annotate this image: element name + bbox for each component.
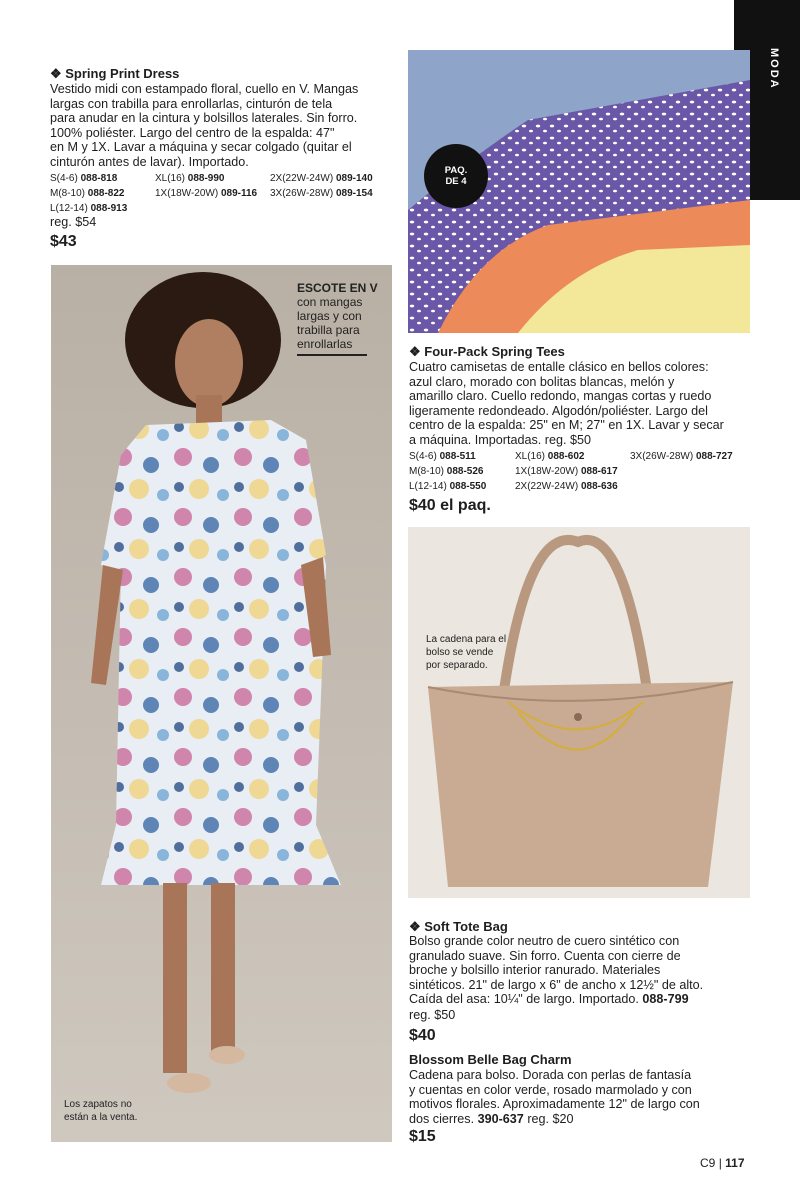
desc-line [409, 1112, 754, 1127]
size-label: S(4-6) [409, 451, 437, 462]
size-label: L(12-14) [409, 481, 447, 492]
charm-description [409, 1068, 754, 1126]
desc-line: 100% poliéster. Largo del centro de la espalda: 47" [50, 125, 335, 140]
callout-line: trabilla para [297, 323, 360, 337]
desc-line: motivos florales. Aproximadamente 12" de largo con [409, 1097, 700, 1112]
tote-title: ❖ Soft Tote Bag [409, 919, 508, 934]
desc-line: ligeramente redondeado. Algodón/poliéster. Largo del [409, 403, 708, 418]
desc-line: centro de la espalda: 25" en M; 27" en 1X. Lavar y secar [409, 418, 724, 433]
size-label: S(4-6) [50, 173, 78, 184]
item-code: 088-727 [695, 451, 733, 462]
item-code: 390-637 [477, 1111, 524, 1126]
item-code: 088-602 [547, 451, 585, 462]
desc-line: cinturón antes de lavar). Importado. [50, 154, 249, 169]
item-code: 088-526 [446, 466, 484, 477]
footer-separator: | [718, 1156, 722, 1170]
item-code: 089-154 [335, 188, 373, 199]
desc-line: a máquina. Importadas. reg. $50 [409, 432, 592, 447]
dress-sale-price: $43 [50, 233, 77, 250]
item-code: 089-140 [335, 173, 373, 184]
dress-photo [51, 265, 392, 1142]
item-code: 088-913 [90, 203, 128, 214]
desc-line: y cuentas en color verde, rosado marmolado y con [409, 1082, 692, 1097]
callout-line: ESCOTE EN V [297, 281, 378, 295]
item-code: 088-636 [580, 481, 618, 492]
desc-text: Caída del asa: 10¼" de largo. Importado. [409, 992, 639, 1007]
size-label: 1X(18W-20W) [155, 188, 219, 199]
callout-line: enrollarlas [297, 337, 353, 351]
item-code: 088-990 [187, 173, 225, 184]
item-code: 088-511 [439, 451, 476, 462]
section-tab-label: MODA [768, 48, 780, 90]
dress-description [50, 82, 395, 170]
page-number: 117 [725, 1156, 745, 1170]
item-code: 088-799 [642, 992, 689, 1007]
desc-line [409, 992, 754, 1007]
chain-note [426, 633, 526, 672]
size-label: 1X(18W-20W) [515, 466, 579, 477]
size-label: M(8-10) [409, 466, 445, 477]
note-line: están a la venta. [64, 1112, 138, 1123]
desc-line: Cadena para bolso. Dorada con perlas de fantasía [409, 1068, 692, 1082]
dress-regular-price: reg. $54 [50, 215, 97, 229]
tees-description [409, 360, 754, 448]
item-code: 088-822 [87, 188, 125, 199]
callout-line: largas y con [297, 309, 362, 323]
badge-line: DE 4 [445, 176, 467, 187]
size-label: 3X(26W-28W) [630, 451, 694, 462]
size-label: M(8-10) [50, 188, 86, 199]
desc-line: Vestido midi con estampado floral, cuello en V. Mangas [50, 82, 359, 96]
desc-line: Bolso grande color neutro de cuero sintético con [409, 934, 680, 948]
size-label: XL(16) [515, 451, 546, 462]
item-code: 088-550 [449, 481, 487, 492]
charm-sale-price: $15 [409, 1128, 436, 1145]
size-label: L(12-14) [50, 203, 88, 214]
pack-badge [424, 144, 488, 208]
item-code: 088-617 [580, 466, 618, 477]
note-line: Los zapatos no [64, 1099, 132, 1110]
tote-regular-price: reg. $50 [409, 1008, 456, 1022]
callout-line: con mangas [297, 295, 363, 309]
size-label: 2X(22W-24W) [270, 173, 334, 184]
item-code: 089-116 [220, 188, 258, 199]
note-line: La cadena para el [426, 634, 507, 645]
tees-title: ❖ Four-Pack Spring Tees [409, 344, 565, 359]
desc-line: para anudar en la cintura y bolsillos laterales. Sin forro. [50, 111, 358, 126]
badge-line: PAQ. [444, 165, 468, 176]
section-code: C9 [700, 1156, 716, 1170]
size-label: 3X(26W-28W) [270, 188, 334, 199]
desc-line: azul claro, morado con bolitas blancas, melón y [409, 374, 675, 389]
desc-line: granulado suave. Sin forro. Cuenta con cierre de [409, 948, 681, 963]
v-neck-callout [297, 281, 382, 351]
shoes-note [64, 1098, 154, 1124]
charm-regular-price: reg. $20 [527, 1111, 574, 1126]
note-line: bolso se vende [426, 647, 494, 658]
page-footer [700, 1156, 745, 1170]
desc-line: Cuatro camisetas de entalle clásico en bellos colores: [409, 360, 709, 374]
desc-line: largas con trabilla para enrollarlas, cinturón de tela [50, 96, 333, 111]
tote-sale-price: $40 [409, 1027, 436, 1044]
callout-divider [297, 354, 367, 356]
dress-title: ❖ Spring Print Dress [50, 66, 180, 81]
desc-line: sintéticos. 21" de largo x 6" de ancho x 12½" de alto. [409, 977, 704, 992]
tees-price: $40 el paq. [409, 497, 491, 514]
item-code: 088-818 [80, 173, 118, 184]
tote-photo [408, 527, 750, 898]
desc-line: amarillo claro. Cuello redondo, mangas cortas y ruedo [409, 389, 712, 404]
desc-line: en M y 1X. Lavar a máquina y secar colgado (quitar el [50, 140, 352, 155]
size-label: 2X(22W-24W) [515, 481, 579, 492]
desc-text: dos cierres. [409, 1111, 475, 1126]
size-label: XL(16) [155, 173, 186, 184]
charm-title: Blossom Belle Bag Charm [409, 1052, 572, 1067]
tote-description [409, 934, 754, 1007]
desc-line: broche y bolsillo interior ranurado. Materiales [409, 963, 661, 978]
note-line: por separado. [426, 660, 488, 671]
